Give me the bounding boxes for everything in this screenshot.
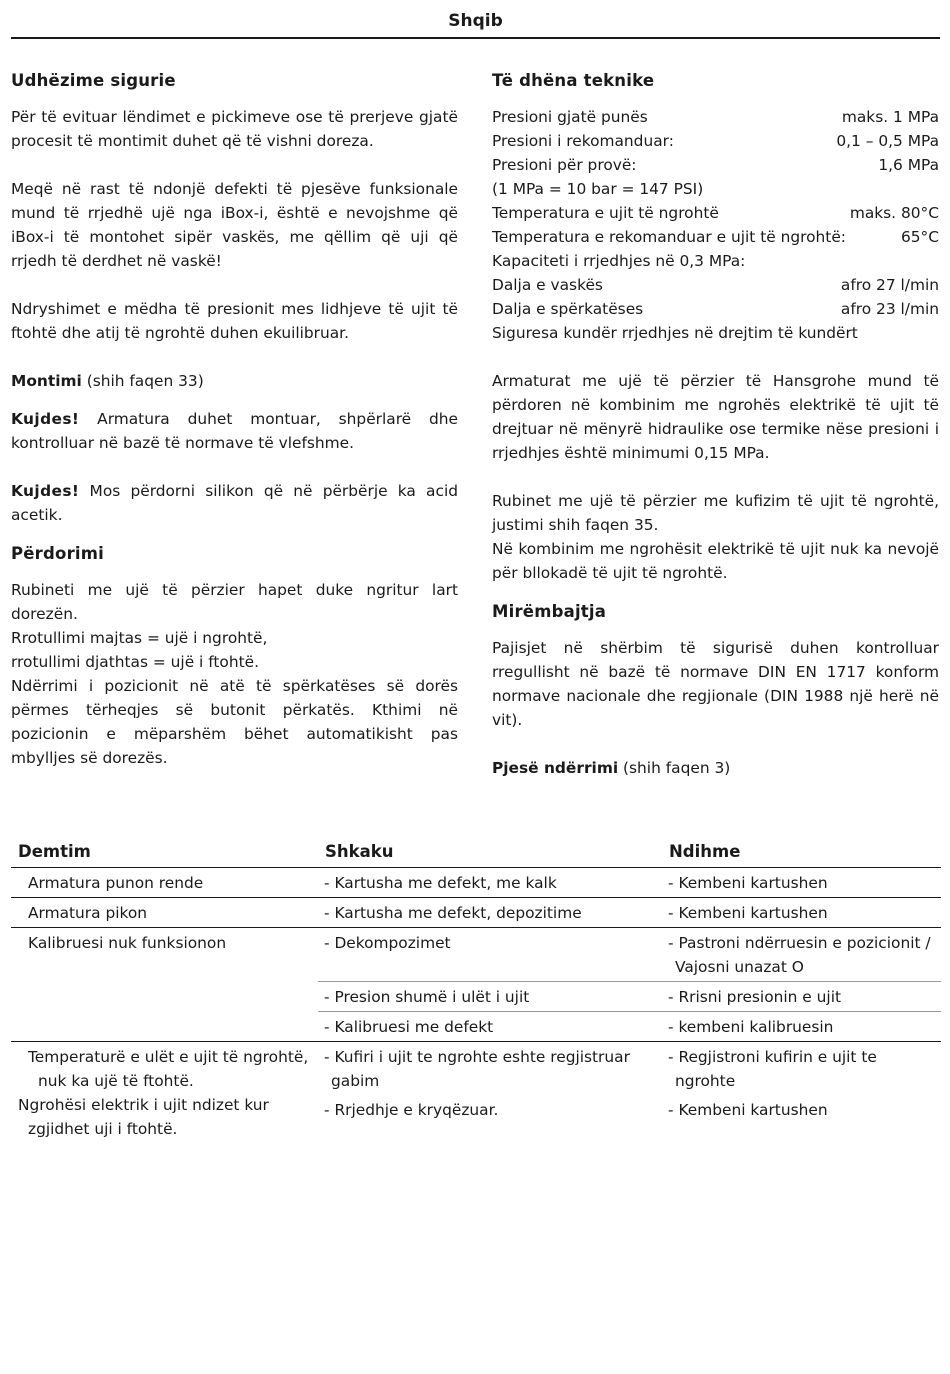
cause-remedy-row <box>318 868 941 897</box>
cause-remedy-group <box>318 898 941 927</box>
safety-paragraph-3: Ndryshimet e mëdha të presionit mes lidhjeve të ujit të ftohtë dhe atij të ngrohtë duhen ekuilibruar. <box>11 300 458 342</box>
safety-paragraph-2: Meqë në rast të ndonjë defekti të pjesëve funksionale mund të rrjedhë ujë nga iBox-i, është e nevojshme që iBox-i të montohet sipër vaskës, me qëllim që uji që rrjedh të derdhet në vaskë! <box>11 180 458 270</box>
spare-parts-label: Pjesë ndërrimi <box>492 759 619 777</box>
spec-row <box>492 177 939 201</box>
caution-paragraph-2 <box>11 479 458 527</box>
damage-text: Armatura punon rende <box>28 874 204 892</box>
table-row <box>11 898 941 928</box>
spec-row <box>492 225 939 249</box>
spec-list <box>492 105 939 345</box>
spec-row <box>492 249 939 273</box>
cause-cell: - Kufiri i ujit te ngrohte eshte regjistruar gabim <box>324 1048 630 1090</box>
cause-cell: - Kartusha me defekt, depozitime <box>324 904 582 922</box>
cause-remedy-group <box>318 1042 941 1143</box>
table-header-row <box>11 838 941 868</box>
page-title: Shqib <box>11 11 940 39</box>
tech-data-heading: Të dhëna teknike <box>492 71 655 90</box>
spare-parts-page-ref: (shih faqen 3) <box>618 759 731 777</box>
table-row <box>11 1042 941 1143</box>
spec-label: (1 MPa = 10 bar = 147 PSI) <box>492 180 704 198</box>
usage-paragraph-2: Rrotullimi majtas = ujë i ngrohtë, <box>11 629 268 647</box>
caution-paragraph-1 <box>11 407 458 455</box>
hansgrohe-paragraph: Armaturat me ujë të përzier të Hansgrohe mund të përdoren në kombinim me ngrohës elektrikë të ujit të drejtuar në mënyrë hidraulike ose termike nëse presioni i rrjedhjes është minimumi 0,15 MPa. <box>492 372 939 462</box>
cause-cell: - Presion shumë i ulët i ujit <box>324 988 530 1006</box>
spare-parts-paragraph <box>492 756 939 780</box>
montimi-label: Montimi <box>11 372 82 390</box>
spec-value: afro 23 l/min <box>840 300 939 318</box>
spec-label: Dalja e vaskës <box>492 276 603 294</box>
caution-label-2: Kujdes! <box>11 482 80 500</box>
spec-value: maks. 80°C <box>849 204 939 222</box>
remedy-cell: - Kembeni kartushen <box>668 1101 828 1119</box>
maintenance-paragraph: Pajisjet në shërbim të sigurisë duhen kontrolluar rregullisht në bazë të normave DIN EN 1717 konform normave nacionale dhe regjionale (DIN 1988 një herë në vit). <box>492 639 939 729</box>
spec-row <box>492 105 939 129</box>
spec-label: Siguresa kundër rrjedhjes në drejtim të kundërt <box>492 324 858 342</box>
cause-cell: - Dekompozimet <box>324 934 451 952</box>
spec-row <box>492 297 939 321</box>
cause-remedy-group <box>318 868 941 897</box>
maintenance-heading: Mirëmbajtja <box>492 602 607 621</box>
remedy-cell: - Kembeni kartushen <box>668 874 828 892</box>
usage-heading: Përdorimi <box>11 544 105 563</box>
damage-text: Armatura pikon <box>28 904 148 922</box>
right-column <box>492 70 939 804</box>
damage-cell <box>11 898 318 927</box>
cause-cell: - Kartusha me defekt, me kalk <box>324 874 557 892</box>
remedy-cell: - Pastroni ndërruesin e pozicionit / Vajosni unazat O <box>668 934 931 976</box>
damage-text: Kalibruesi nuk funksionon <box>28 934 227 952</box>
usage-paragraph-4: Ndërrimi i pozicionit në atë të spërkatëses së dorës përmes tërheqjes së butonit përkatës. Kthimi në pozicionin e mëparshëm bëhet automatikisht pas mbylljes së dorezës. <box>11 677 458 767</box>
spec-label: Presioni i rekomanduar: <box>492 132 674 150</box>
spec-value: afro 27 l/min <box>840 276 939 294</box>
cause-cell: - Rrjedhje e kryqëzuar. <box>324 1101 499 1119</box>
caution-text-1: Armatura duhet montuar, shpërlarë dhe kontrolluar në bazë të normave të vlefshme. <box>11 410 458 452</box>
cause-remedy-row <box>318 898 941 927</box>
safety-paragraph-1: Për të evituar lëndimet e pickimeve ose të prerjeve gjatë procesit të montimit duhet që të vishni doreza. <box>11 108 458 150</box>
spec-value: maks. 1 MPa <box>841 108 939 126</box>
left-column <box>11 70 458 770</box>
remedy-cell: - Rrisni presionin e ujit <box>668 988 842 1006</box>
spec-label: Presioni gjatë punës <box>492 108 648 126</box>
cause-remedy-group <box>318 928 941 1041</box>
damage-text: Temperaturë e ulët e ujit të ngrohtë, nuk ka ujë të ftohtë. <box>28 1048 309 1090</box>
cause-remedy-row <box>318 1095 941 1124</box>
table-row <box>11 868 941 898</box>
troubleshooting-table <box>11 838 941 1143</box>
damage-cell <box>11 868 318 897</box>
caution-label-1: Kujdes! <box>11 410 80 428</box>
limiter-paragraph: Rubinet me ujë të përzier me kufizim të ujit të ngrohtë, justimi shih faqen 35. <box>492 492 939 534</box>
spec-row <box>492 321 939 345</box>
spec-row <box>492 153 939 177</box>
damage-cell <box>11 928 318 1041</box>
header-remedy: Ndihme <box>669 842 741 861</box>
usage-paragraph-3: rrotullimi djathtas = ujë i ftohtë. <box>11 653 259 671</box>
caution-text-2: Mos përdorni silikon që në përbërje ka acid acetik. <box>11 482 458 524</box>
remedy-cell: - kembeni kalibruesin <box>668 1018 834 1036</box>
montimi-paragraph <box>11 369 458 393</box>
usage-paragraph-1: Rubineti me ujë të përzier hapet duke ngritur lart dorezën. <box>11 581 458 623</box>
header-damage: Demtim <box>18 842 91 861</box>
table-row <box>11 928 941 1042</box>
remedy-cell: - Regjistroni kufirin e ujit te ngrohte <box>668 1048 877 1090</box>
heater-paragraph: Në kombinim me ngrohësit elektrikë të ujit nuk ka nevojë për bllokadë të ujit të ngrohtë. <box>492 540 939 582</box>
safety-heading: Udhëzime sigurie <box>11 71 176 90</box>
spec-row <box>492 273 939 297</box>
montimi-page-ref: (shih faqen 33) <box>81 372 204 390</box>
cause-remedy-row <box>318 928 941 981</box>
cause-remedy-row <box>318 1042 941 1095</box>
spec-label: Dalja e spërkatëses <box>492 300 644 318</box>
spec-label: Kapaciteti i rrjedhjes në 0,3 MPa: <box>492 252 746 270</box>
spec-label: Temperatura e rekomanduar e ujit të ngrohtë: <box>492 228 846 246</box>
spec-label: Temperatura e ujit të ngrohtë <box>492 204 719 222</box>
damage-cell <box>11 1042 318 1143</box>
spec-value: 65°C <box>900 228 939 246</box>
cause-remedy-row <box>318 1011 941 1041</box>
spec-value: 1,6 MPa <box>878 156 939 174</box>
cause-remedy-row <box>318 981 941 1011</box>
spec-label: Presioni për provë: <box>492 156 637 174</box>
spec-value: 0,1 – 0,5 MPa <box>836 132 939 150</box>
damage-text: Ngrohësi elektrik i ujit ndizet kur zgjidhet uji i ftohtë. <box>18 1096 269 1138</box>
header-cause: Shkaku <box>325 842 394 861</box>
spec-row <box>492 129 939 153</box>
cause-cell: - Kalibruesi me defekt <box>324 1018 494 1036</box>
remedy-cell: - Kembeni kartushen <box>668 904 828 922</box>
spec-row <box>492 201 939 225</box>
